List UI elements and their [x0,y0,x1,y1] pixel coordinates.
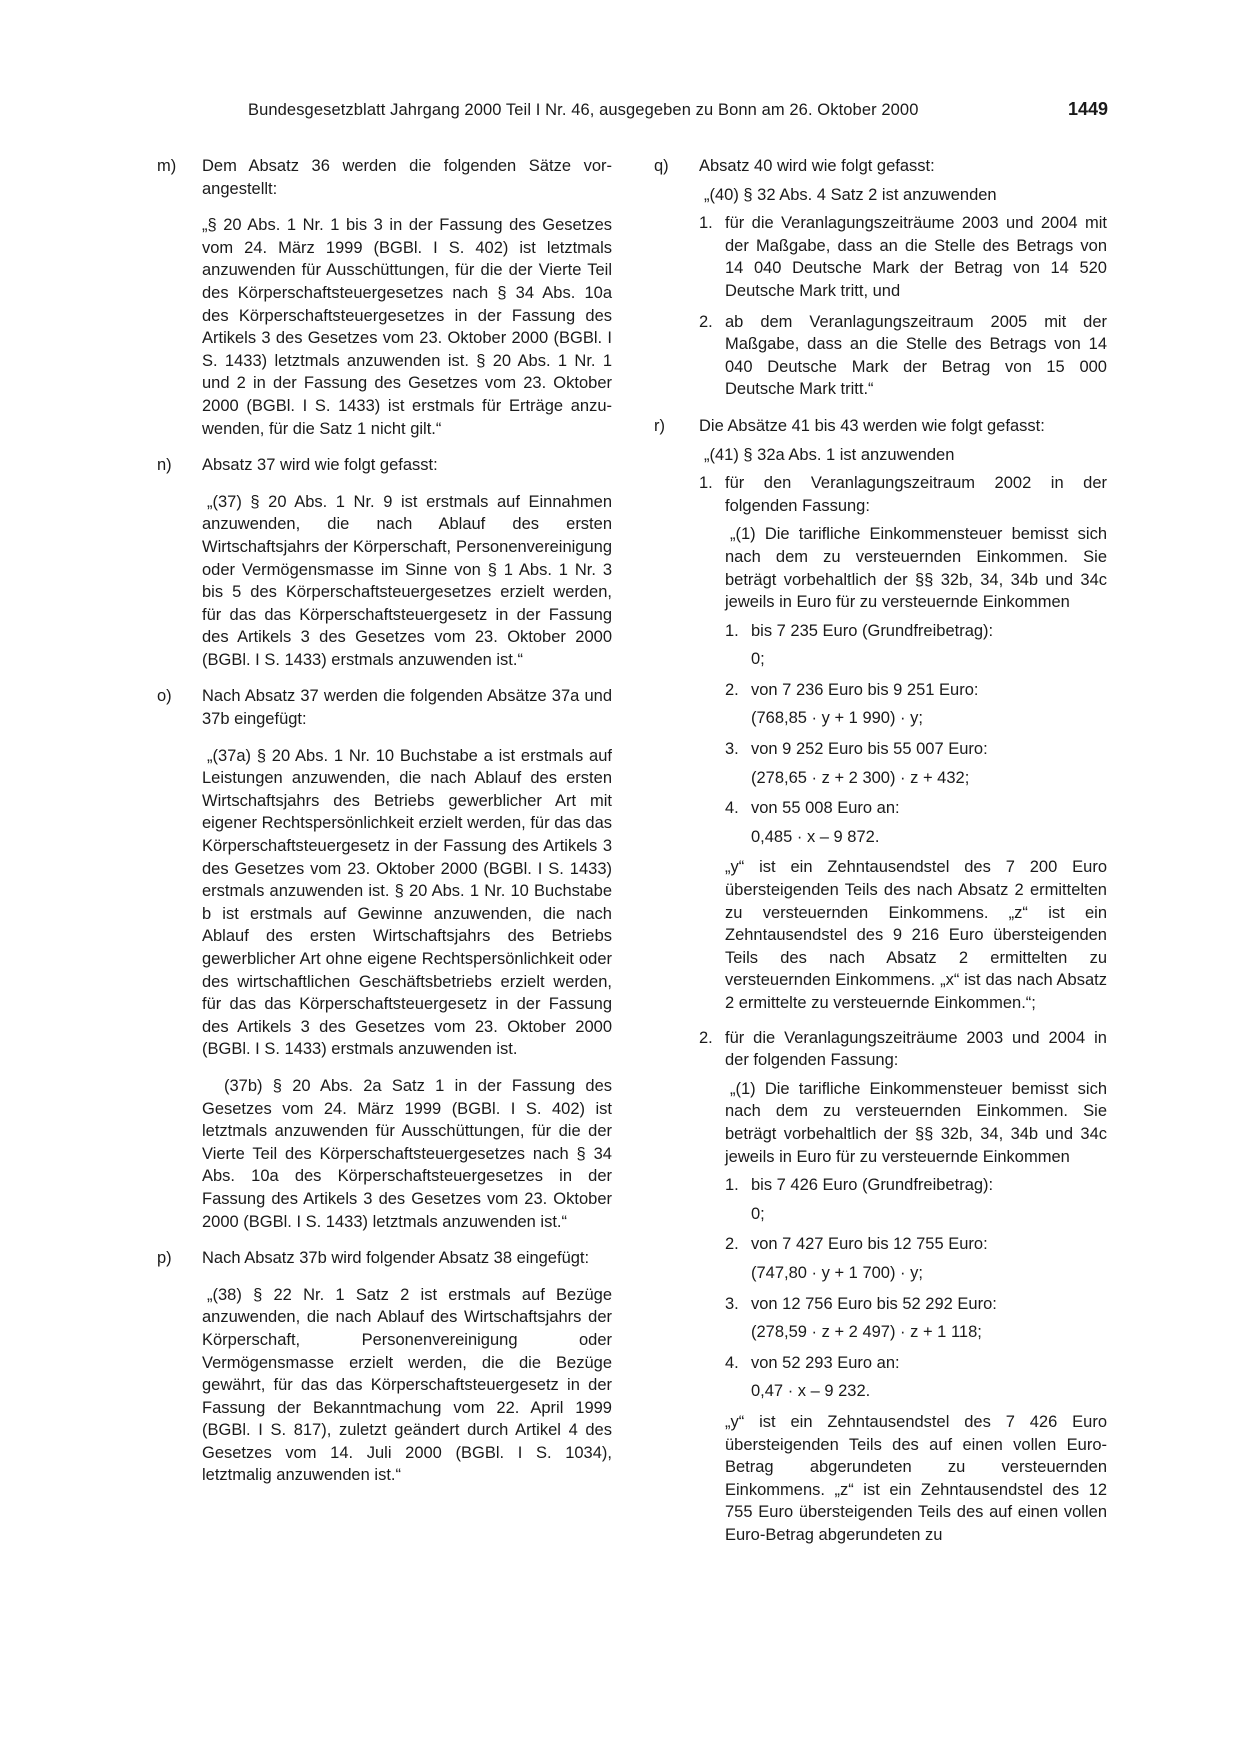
numbered-item [699,212,1107,302]
bracket-formula: (747,80 · y + 1 700) · y; [751,1263,923,1282]
quoted-text: „(37) § 20 Abs. 1 Nr. 9 ist erstmals auf Einnahmen anzuwenden, die nach Ablauf des ersten Wirtschaftsjahrs der Körperschaft, Personenvereinigung oder Vermögensmasse im Sinne von § 1 Abs. 1 Nr. 3 bis 5 des Körperschaftsteuergesetzes erzielt werden, für das das Körperschaftsteuergesetz in der Fassung des Artikels 3 des Gesetzes vom 23. Oktober 2000 (BGBl. I S. 1433) erstmals anzuwenden ist.“ [202,492,612,669]
numbered-text: für die Veranlagungszeiträume 2003 und 2004 in der folgenden Fassung: [725,1028,1107,1070]
number-marker: 1. [725,621,739,640]
bracket-range: von 7 236 Euro bis 9 251 Euro: [751,680,979,699]
item-r [654,415,1107,1547]
number-marker: 2. [725,1235,739,1254]
tax-bracket [725,1293,1107,1344]
bracket-range: von 55 008 Euro an: [751,799,900,818]
number-marker: 4. [725,799,739,818]
variable-explanation: „y“ ist ein Zehntausendstel des 7 426 Euro übersteigenden Teils des auf einen vollen Euro-Betrag abgerundeten zu versteuernden Einkommens. „z“ ist ein Zehntausendstel des 12 755 Euro übersteigenden Teils des auf einen vollen Euro-Betrag abgerundeten zu [725,1412,1107,1544]
item-intro: Dem Absatz 36 werden die folgenden Sätze vorangestellt: [202,157,612,198]
item-marker: m) [157,157,177,175]
bracket-formula: 0,47 · x – 9 232. [751,1382,871,1401]
number-marker: 3. [725,1294,739,1313]
tax-bracket [725,797,1107,848]
number-marker: 3. [725,740,739,759]
tax-bracket [725,1174,1107,1225]
bracket-formula: 0; [751,1204,765,1223]
quoted-text: „(1) Die tarifliche Einkommensteuer bemisst sich nach dem zu versteuernden Einkommen. Sie beträgt vorbehaltlich der §§ 32b, 34, 34b und 34c jeweils in Euro für zu versteuernde Einkommen [725,525,1107,612]
numbered-text: ab dem Veranlagungszeitraum 2005 mit der Maßgabe, dass an die Stelle des Betrags von 14 040 Deutsche Mark der Betrag von 15 000 Deutsche Mark tritt.“ [725,312,1107,399]
item-o [157,685,612,1233]
variable-explanation: „y“ ist ein Zehntausendstel des 7 200 Euro übersteigenden Teils des nach Absatz 2 ermittelten zu versteuernden Einkommens. „z“ ist ein Zehntausendstel des 9 216 Euro übersteigenden Teils des nach Absatz 2 ermittelten zu versteuernden Einkommens. „x“ ist das nach Absatz 2 ermittelte zu versteuernde Einkommen.“; [725,858,1107,1012]
paragraph-lead: „(41) § 32a Abs. 1 ist anzuwenden [704,445,955,464]
item-marker: p) [157,1249,172,1268]
quoted-text: „(37a) § 20 Abs. 1 Nr. 10 Buchstabe a ist erstmals auf Leistungen anzuwenden, die nach Ablauf des ersten Wirtschaftsjahrs des Betriebs gewerblicher Art mit eigener Rechtspersönlichkeit erzielt werden, für das das Körperschaftsteuergesetz in der Fassung des Artikels 3 des Gesetzes vom 23. Oktober 2000 (BGBl. I S. 1433) erstmals anzuwenden ist. § 20 Abs. 1 Nr. 10 Buchstabe b ist erstmals auf Gewinne anzuwenden, die nach Ablauf des ersten Wirtschaftsjahrs des Betriebs gewerblicher Art ohne eigene Rechtspersönlichkeit oder des wirtschaftlichen Geschäftsbetriebs erzielt werden, für das das Körperschaftsteuergesetz in der Fassung des Artikels 3 des Gesetzes vom 23. Oktober 2000 (BGBl. I S. 1433) erstmals anzuwenden ist. [202,746,612,1059]
tax-bracket [725,738,1107,789]
number-marker: 4. [725,1353,739,1372]
bracket-range: bis 7 426 Euro (Grundfreibetrag): [751,1176,994,1195]
item-marker: n) [157,456,172,475]
item-intro: Absatz 37 wird wie folgt gefasst: [202,456,438,475]
item-marker: o) [157,687,172,706]
quoted-text: „§ 20 Abs. 1 Nr. 1 bis 3 in der Fassung des Gesetzes vom 24. März 1999 (BGBl. I S. 402) ist letztmals anzuwenden für Ausschüttungen, für die der Vierte Teil des Körperschaftsteuergesetzes nach § 34 Abs. 10a des Körperschaftsteuergesetzes in der Fassung des Artikels 3 des Gesetzes vom 23. Oktober 2000 (BGBl. I S. 1433) letztmals anzuwenden ist. § 20 Abs. 1 Nr. 1 und 2 in der Fassung des Gesetzes vom 23. Oktober 2000 (BGBl. I S. 1433) ist erstmals für Erträge anzuwenden, für die Satz 1 nicht gilt.“ [202,216,612,438]
page-number: 1449 [1067,99,1108,119]
quoted-text: (37b) § 20 Abs. 2a Satz 1 in der Fassung des Gesetzes vom 24. März 1999 (BGBl. I S. 402) ist letztmals anzuwenden für Ausschüttungen, für die der Vierte Teil des Körperschaftsteuergesetzes nach § 34 Abs. 10a des Körperschaftsteuergesetzes in der Fassung des Artikels 3 des Gesetzes vom 23. Oktober 2000 (BGBl. I S. 1433) letztmals anzuwenden ist.“ [202,1076,612,1231]
paragraph-lead: „(40) § 32 Abs. 4 Satz 2 ist anzuwenden [704,185,997,204]
bracket-range: von 12 756 Euro bis 52 292 Euro: [751,1294,997,1313]
item-m [157,155,612,440]
item-intro: Die Absätze 41 bis 43 werden wie folgt gefasst: [699,416,1045,435]
numbered-text: für die Veranlagungszeiträume 2003 und 2004 mit der Maßgabe, dass an die Stelle des Betrags von 14 040 Deutsche Mark der Betrag von 14 520 Deutsche Mark tritt, und [725,214,1107,300]
number-marker: 1. [699,214,713,233]
number-marker: 1. [725,1176,739,1195]
item-n [157,454,612,671]
number-marker: 1. [699,474,713,493]
running-head: Bundesgesetzblatt Jahrgang 2000 Teil I Nr. 46, ausgegeben zu Bonn am 26. Oktober 2000 [248,101,919,119]
number-marker: 2. [699,1028,713,1047]
quoted-text: „(38) § 22 Nr. 1 Satz 2 ist erstmals auf Bezüge anzuwenden, die nach Ablauf des Wirtschaftsjahrs der Körperschaft, Personenvereinigung oder Vermögensmasse erzielt werden, die die Bezüge gewährt, für das das Körperschaftsteuergesetz in der Fassung der Bekanntmachung vom 22. April 1999 (BGBl. I S. 817), zuletzt geändert durch Artikel 4 des Gesetzes vom 14. Juli 2000 (BGBl. I S. 1034), letztmalig anzuwenden ist.“ [202,1285,612,1485]
numbered-text: für den Veranlagungszeitraum 2002 in der folgenden Fassung: [725,474,1107,515]
bracket-formula: (278,59 · z + 2 497) · z + 1 118; [751,1323,982,1342]
item-intro: Nach Absatz 37 werden die folgenden Absätze 37a und 37b eingefügt: [202,687,612,729]
bracket-formula: 0,485 · x – 9 872. [751,827,880,846]
item-marker: r) [654,416,665,435]
bracket-range: bis 7 235 Euro (Grundfreibetrag): [751,621,994,640]
item-q [654,155,1107,401]
numbered-item [699,311,1107,401]
number-marker: 2. [699,312,713,331]
quoted-text: „(1) Die tarifliche Einkommensteuer bemisst sich nach dem zu versteuernden Einkommen. Sie beträgt vorbehaltlich der §§ 32b, 34, 34b und 34c jeweils in Euro für zu versteuernde Einkommen [725,1079,1107,1166]
right-column [654,155,1107,1560]
tax-bracket [725,679,1107,730]
tax-bracket [725,1233,1107,1284]
left-column [157,155,612,1501]
item-intro: Nach Absatz 37b wird folgender Absatz 38 eingefügt: [202,1249,590,1268]
item-intro: Absatz 40 wird wie folgt gefasst: [699,157,935,175]
tax-bracket [725,1352,1107,1403]
numbered-item [699,1027,1107,1547]
item-marker: q) [654,157,669,175]
bracket-range: von 7 427 Euro bis 12 755 Euro: [751,1235,988,1254]
page-header [248,101,1108,125]
bracket-range: von 52 293 Euro an: [751,1353,900,1372]
bracket-range: von 9 252 Euro bis 55 007 Euro: [751,740,988,759]
bracket-formula: (278,65 · z + 2 300) · z + 432; [751,768,970,787]
item-p [157,1247,612,1487]
bracket-formula: (768,85 · y + 1 990) · y; [751,709,923,728]
number-marker: 2. [725,680,739,699]
bracket-formula: 0; [751,650,765,669]
numbered-item [699,472,1107,1014]
tax-bracket [725,620,1107,671]
